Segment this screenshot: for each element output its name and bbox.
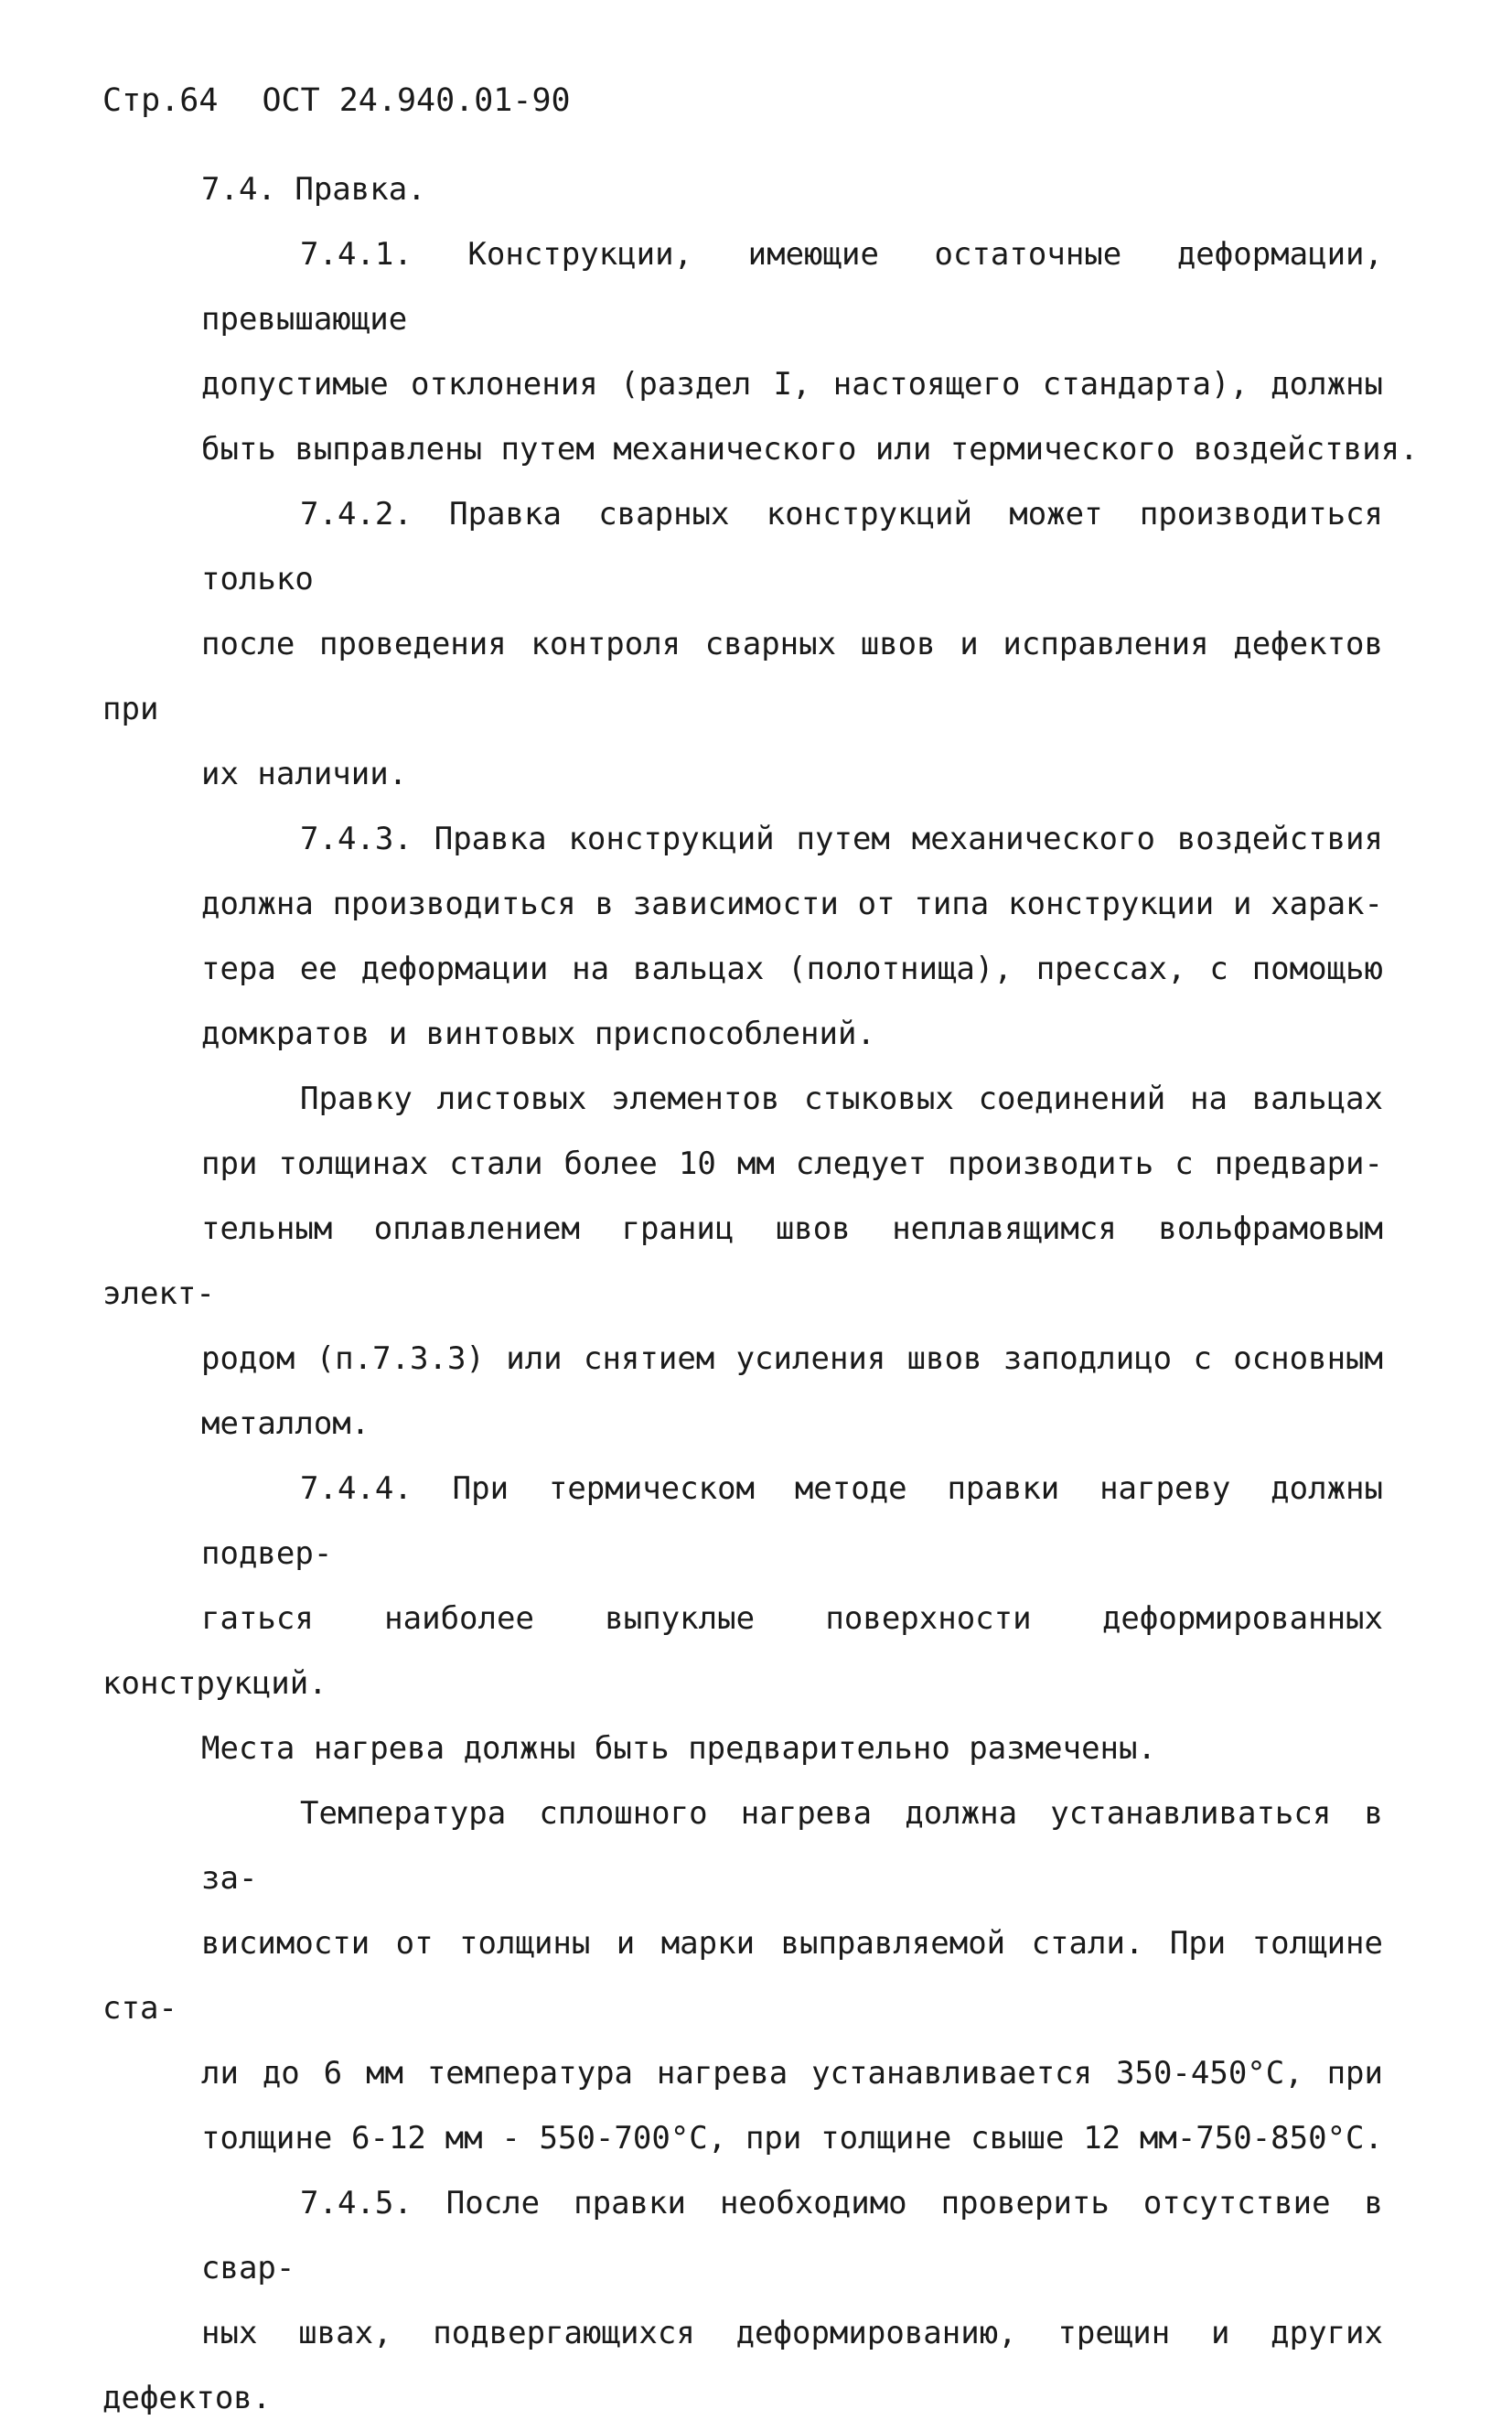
text-line: 7.4.3. Правка конструкций путем механического воздействия [300,821,1383,857]
text-line: Температура сплошного нагрева должна устанавливаться в за- [201,1795,1383,1897]
paragraph-7-4-2 [102,482,1383,807]
paragraph-7-4-4 [102,1457,1383,1781]
page-header [102,81,615,121]
standard-designation: ОСТ 24.940.01-90 [262,82,571,119]
text-line: должна производиться в зависимости от типа конструкции и харак- [201,886,1383,922]
text-line: быть выправлены путем механического или термического воздействия. [201,431,1419,468]
text-line: Места нагрева должны быть предварительно размечены. [201,1730,1156,1767]
text-line: 7.4.5. После правки необходимо проверить отсутствие в свар- [201,2185,1383,2286]
text-line: родом (п.7.3.3) или снятием усиления швов заподлицо с основным [201,1340,1383,1377]
paragraph-7-4-5 [102,2171,1383,2431]
text-line: после проведения контроля сварных швов и исправления дефектов при [102,626,1383,727]
text-line: 7.4.2. Правка сварных конструкций может производиться только [201,496,1383,597]
text-line: толщине 6-12 мм - 550-700°С, при толщине свыше 12 мм-750-850°С. [201,2120,1383,2157]
section-title: 7.4. Правка. [201,171,426,208]
text-line: при толщинах стали более 10 мм следует производить с предвари- [201,1146,1383,1182]
text-line: Правку листовых элементов стыковых соединений на вальцах [300,1081,1383,1117]
text-line: металлом. [201,1405,370,1442]
text-line: домкратов и винтовых приспособлений. [201,1016,875,1052]
text-line: допустимые отклонения (раздел I, настоящего стандарта), должны [201,366,1383,403]
text-line: тельным оплавлением границ швов неплавящимся вольфрамовым элект- [102,1210,1383,1312]
paragraph-7-4-1 [102,222,1419,482]
text-line: ли до 6 мм температура нагрева устанавливается 350-450°С, при [201,2055,1383,2092]
text-line: их наличии. [201,756,408,792]
text-line: 7.4.4. При термическом методе правки нагреву должны подвер- [201,1470,1383,1572]
text-line: гаться наиболее выпуклые поверхности деформированных конструкций. [102,1600,1383,1702]
page-number: Стр.64 [102,82,219,119]
paragraph-7-4-3 [102,807,1383,1067]
text-line: 7.4.1. Конструкции, имеющие остаточные деформации, превышающие [201,236,1383,338]
text-line: висимости от толщины и марки выправляемой стали. При толщине ста- [102,1925,1383,2027]
document-body [102,157,1419,2431]
text-line: ных швах, подвергающихся деформированию, трещин и других дефектов. [102,2315,1383,2416]
paragraph-heating-temperature [102,1781,1383,2171]
text-line: тера ее деформации на вальцах (полотнища), прессах, с помощью [201,951,1383,987]
paragraph-butt-joint-straightening [102,1067,1383,1457]
